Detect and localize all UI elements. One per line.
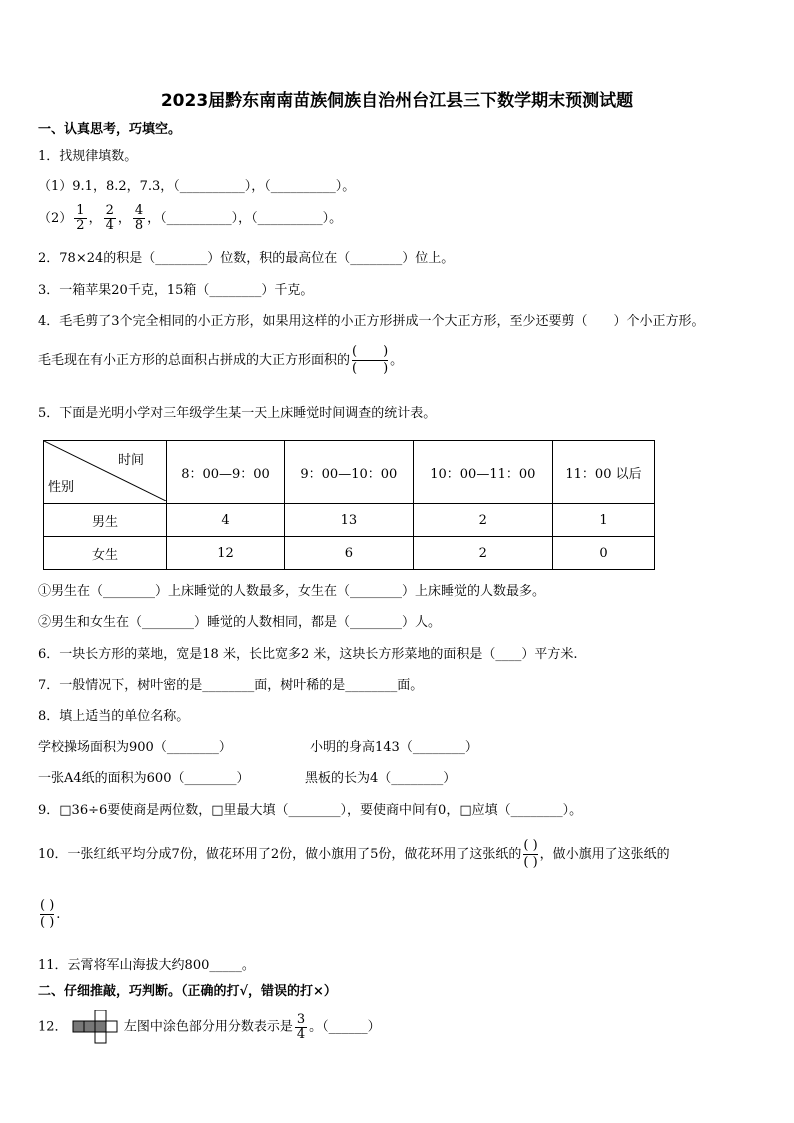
question-9: 9．□36÷6要使商是两位数，□里最大填（________），要使商中间有0，□应填（________）。 bbox=[38, 803, 583, 818]
table-cell: 13 bbox=[285, 504, 414, 537]
question-8-d: 黑板的长为4（________） bbox=[305, 771, 457, 786]
table-row bbox=[44, 504, 655, 537]
question-4-line-1: 4．毛毛剪了3个完全相同的小正方形，如果用这样的小正方形拼成一个大正方形，至少还要剪（ ）个小正方形。 bbox=[38, 314, 705, 329]
question-12-number: 12． bbox=[38, 1019, 68, 1035]
table-cell: 0 bbox=[552, 537, 654, 570]
answer-fraction: ( ) ( ) bbox=[352, 344, 389, 376]
table-row bbox=[44, 537, 655, 570]
question-12 bbox=[38, 1010, 381, 1044]
shaded-grid-figure bbox=[72, 1010, 120, 1044]
question-8-a: 学校操场面积为900（________） bbox=[38, 740, 232, 755]
fraction: $\frac{2}{4}$ bbox=[105, 203, 114, 233]
table-header: 10：00—11：00 bbox=[413, 441, 552, 504]
table-cell: 1 bbox=[552, 504, 654, 537]
question-2: 2．78×24的积是（________）位数，积的最高位在（________）位上。 bbox=[38, 251, 455, 266]
table-header: 8：00—9：00 bbox=[167, 441, 285, 504]
row-label: 女生 bbox=[44, 537, 167, 570]
table-cell: 2 bbox=[413, 504, 552, 537]
question-12-text: 左图中涂色部分用分数表示是 bbox=[123, 1019, 293, 1035]
row-label: 男生 bbox=[44, 504, 167, 537]
question-1-part-2: （2） $\frac{1}{2}$ ， $\frac{2}{4}$ ， $\frac{4}{8}$ ，（__________），（__________）。 bbox=[38, 203, 343, 233]
question-3: 3．一箱苹果20千克，15箱（________）千克。 bbox=[38, 283, 314, 298]
corner-label-time: 时间 bbox=[117, 453, 144, 468]
question-1-stem: 1．找规律填数。 bbox=[38, 149, 138, 164]
section-heading-2: 二、仔细推敲，巧判断。（正确的打√，错误的打×） bbox=[38, 984, 337, 999]
question-1-part-1: （1）9.1，8.2，7.3，（__________），（__________）。 bbox=[38, 179, 356, 194]
question-12-end: 。（______） bbox=[309, 1019, 381, 1035]
question-8-stem: 8．填上适当的单位名称。 bbox=[38, 709, 190, 724]
fraction: $\frac{3}{4}$ bbox=[296, 1011, 306, 1042]
survey-table bbox=[43, 440, 655, 570]
table-corner-cell bbox=[44, 441, 167, 504]
fraction: $\frac{1}{2}$ bbox=[76, 203, 85, 233]
question-5-stem: 5．下面是光明小学对三年级学生某一天上床睡觉时间调查的统计表。 bbox=[38, 406, 437, 421]
question-5-sub-1: ①男生在（________）上床睡觉的人数最多，女生在（________）上床睡觉的人数最多。 bbox=[38, 584, 546, 599]
table-cell: 2 bbox=[413, 537, 552, 570]
question-10-line-1 bbox=[38, 838, 670, 871]
section-heading-1: 一、认真思考，巧填空。 bbox=[38, 122, 182, 137]
question-6: 6．一块长方形的菜地，宽是18 米，长比宽多2 米，这块长方形菜地的面积是（____）平方米. bbox=[38, 647, 578, 662]
fraction: $\frac{4}{8}$ bbox=[134, 203, 144, 233]
question-4-line-2: 毛毛现在有小正方形的总面积占拼成的大正方形面积的 ( ) ( ) 。 bbox=[38, 344, 404, 376]
table-header: 11：00 以后 bbox=[552, 441, 654, 504]
table-cell: 4 bbox=[167, 504, 285, 537]
page-title: 2023届黔东南南苗族侗族自治州台江县三下数学期末预测试题 bbox=[160, 91, 634, 111]
corner-label-gender: 性别 bbox=[48, 480, 75, 495]
question-5-sub-2: ②男生和女生在（________）睡觉的人数相同，都是（________）人。 bbox=[38, 615, 442, 630]
question-4-text: 毛毛现在有小正方形的总面积占拼成的大正方形面积的 bbox=[38, 353, 351, 368]
answer-fraction: ( ) ( ) bbox=[40, 898, 55, 930]
question-1-part-2-prefix: （2） bbox=[38, 211, 73, 226]
question-8-b: 小明的身高143（________） bbox=[310, 740, 478, 755]
question-11: 11．云霄将军山海拔大约800_____。 bbox=[38, 958, 255, 973]
question-1-part-2-suffix: ，（__________），（__________）。 bbox=[147, 211, 343, 226]
question-8-c: 一张A4纸的面积为600（________） bbox=[38, 771, 250, 786]
question-10-line-2: ( ) ( ) . bbox=[40, 898, 61, 930]
answer-fraction: ( ) ( ) bbox=[523, 838, 538, 870]
question-7: 7．一般情况下，树叶密的是________面，树叶稀的是________面。 bbox=[38, 678, 424, 693]
question-10-text-2: ，做小旗用了这张纸的 bbox=[539, 847, 670, 862]
table-cell: 12 bbox=[167, 537, 285, 570]
table-cell: 6 bbox=[285, 537, 414, 570]
table-header: 9：00—10：00 bbox=[285, 441, 414, 504]
question-10-text: 10．一张红纸平均分成7份，做花环用了2份，做小旗用了5份，做花环用了这张纸的 bbox=[38, 847, 522, 862]
